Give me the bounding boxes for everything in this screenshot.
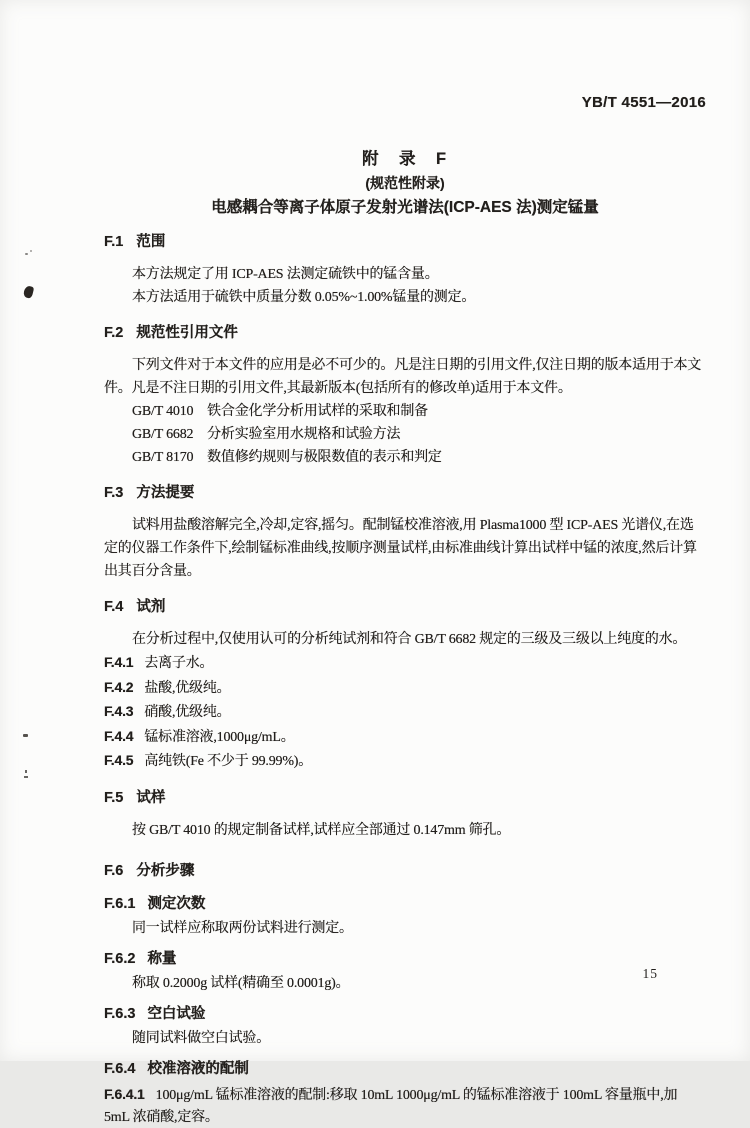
subsection-heading-blank-test — [104, 1005, 706, 1024]
section-heading-sample — [104, 789, 706, 808]
section-title: 试剂 — [136, 599, 166, 615]
subsection-heading-weighing — [104, 950, 706, 969]
clause-number: F.6.2 — [104, 950, 136, 967]
section-title: 范围 — [136, 234, 166, 250]
paragraph-line: 本方法适用于硫铁中质量分数 0.05%~1.00%锰量的测定。 — [132, 290, 476, 305]
paragraph-line: 按 GB/T 4010 的规定制备试样,试样应全部通过 0.147mm 筛孔。 — [132, 822, 511, 838]
clause-item — [104, 749, 706, 774]
clause-title: 称量 — [147, 950, 177, 967]
section-number: F.2 — [104, 325, 124, 341]
ink-speck — [30, 250, 32, 252]
section-number: F.1 — [104, 234, 124, 250]
paragraph-line: 同一试样应称取两份试料进行测定。 — [132, 920, 353, 936]
standard-number: YB/T 4551—2016 — [581, 94, 706, 111]
clause-text: 盐酸,优级纯。 — [144, 680, 231, 696]
clause-item — [104, 700, 706, 725]
section-heading-method-summary — [104, 484, 706, 503]
paragraph-line: 下列文件对于本文件的应用是必不可少的。凡是注日期的引用文件,仅注日期的版本适用于本文 — [132, 358, 702, 373]
clause-title: 测定次数 — [147, 895, 206, 912]
document-content — [104, 0, 706, 1128]
section-title: 分析步骤 — [136, 862, 195, 879]
paragraph-line: 试料用盐酸溶解完全,冷却,定容,摇匀。配制锰校准溶液,用 Plasma1000 型 ICP-AES 光谱仪,在选 — [132, 518, 694, 533]
section-number: F.3 — [104, 485, 124, 501]
clause-number: F.6.4 — [104, 1060, 136, 1077]
reference-item: GB/T 8170 数值修约规则与极限数值的表示和判定 — [132, 450, 442, 465]
clause-item — [104, 676, 706, 701]
clause-text: 100μg/mL 锰标准溶液的配制:移取 10mL 1000μg/mL 的锰标准溶液于 100mL 容量瓶中,加 — [155, 1087, 678, 1103]
page-number: 15 — [642, 966, 658, 981]
clause-title: 校准溶液的配制 — [147, 1060, 249, 1077]
section-heading-scope — [104, 233, 706, 252]
clause-item — [104, 651, 706, 676]
section-title: 规范性引用文件 — [136, 325, 238, 341]
clause-title: 空白试验 — [147, 1005, 206, 1022]
clause-number: F.6.4.1 — [104, 1085, 145, 1102]
clause-number: F.6.1 — [104, 895, 136, 912]
paragraph-line: 在分析过程中,仅使用认可的分析纯试剂和符合 GB/T 6682 规定的三级及三级以上纯度的水。 — [132, 632, 687, 647]
clause-text: 锰标准溶液,1000μg/mL。 — [144, 729, 295, 745]
section-heading-procedure — [104, 862, 706, 881]
clause-number: F.6.3 — [104, 1005, 136, 1022]
clause-number: F.4.5 — [104, 752, 134, 768]
paragraph-line: 本方法规定了用 ICP-AES 法测定硫铁中的锰含量。 — [132, 267, 439, 282]
clause-item — [104, 725, 706, 750]
reference-item: GB/T 4010 铁合金化学分析用试样的采取和制备 — [132, 404, 428, 419]
paragraph-line: 5mL 浓硝酸,定容。 — [104, 1110, 219, 1125]
clause-text: 高纯铁(Fe 不少于 99.99%)。 — [144, 754, 313, 769]
clause-number: F.4.4 — [104, 727, 134, 744]
section-heading-normative-references — [104, 324, 706, 343]
ink-speck — [24, 776, 28, 778]
ink-dash — [23, 734, 28, 737]
section-heading-reagents — [104, 598, 706, 617]
section-title: 方法提要 — [136, 485, 195, 501]
paragraph-line: 定的仪器工作条件下,绘制锰标准曲线,按顺序测量试样,由标准曲线计算出试样中锰的浓度,然后计算 — [104, 541, 697, 556]
subsection-heading-calibration-solutions — [104, 1060, 706, 1079]
section-title: 试样 — [136, 789, 166, 806]
ink-speck — [25, 253, 28, 255]
clause-number: F.4.1 — [104, 654, 134, 670]
clause-number: F.4.2 — [104, 678, 134, 695]
section-number: F.6 — [104, 862, 124, 879]
ink-speck — [25, 770, 27, 773]
section-number: F.4 — [104, 599, 124, 615]
annex-title: 电感耦合等离子体原子发射光谱法(ICP-AES 法)测定锰量 — [211, 199, 599, 216]
annex-type-note: (规范性附录) — [365, 175, 445, 191]
clause-number: F.4.3 — [104, 703, 134, 719]
reference-item: GB/T 6682 分析实验室用水规格和试验方法 — [132, 427, 401, 442]
ink-blot — [23, 285, 35, 299]
section-number: F.5 — [104, 789, 124, 806]
paragraph-line: 随同试料做空白试验。 — [132, 1030, 270, 1046]
annex-label: 附 录 F — [361, 150, 449, 168]
paragraph-line: 称取 0.2000g 试样(精确至 0.0001g)。 — [132, 975, 350, 991]
clause-item — [104, 1083, 706, 1108]
subsection-heading-determinations — [104, 895, 706, 914]
clause-text: 硝酸,优级纯。 — [144, 705, 231, 720]
paragraph-line: 出其百分含量。 — [104, 564, 201, 579]
paragraph-line: 件。凡是不注日期的引用文件,其最新版本(包括所有的修改单)适用于本文件。 — [104, 381, 572, 396]
clause-text: 去离子水。 — [144, 656, 214, 671]
